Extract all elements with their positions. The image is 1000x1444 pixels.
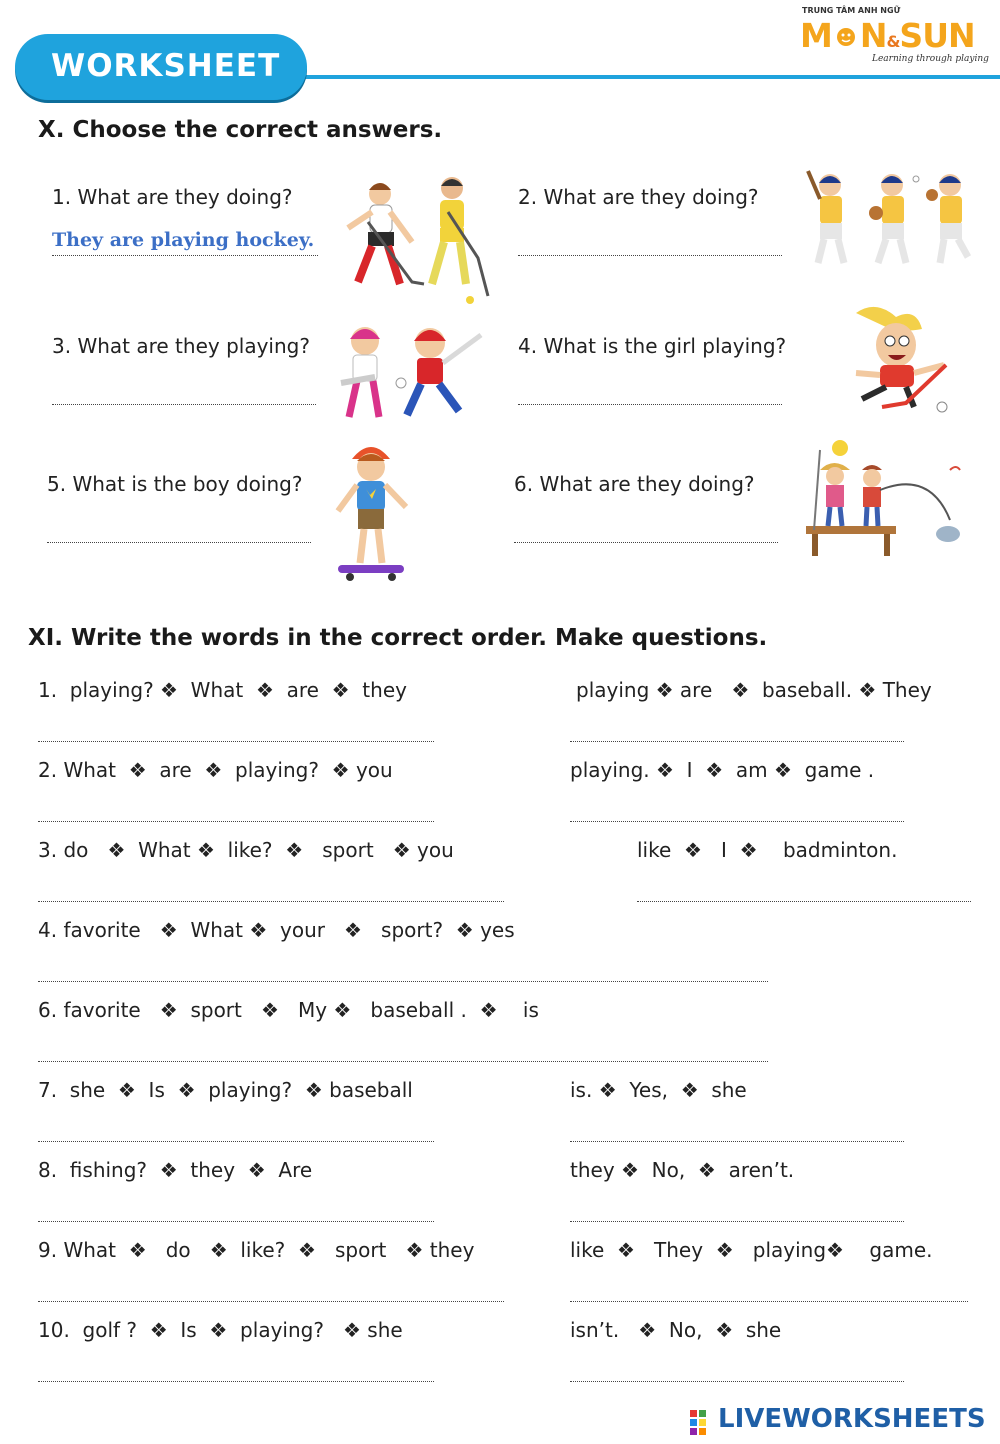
logo-brand — [800, 16, 975, 55]
xi-row-9-left: 9. What ❖ do ❖ like? ❖ sport ❖ they — [38, 1238, 475, 1262]
xi-row-8-right: they ❖ No, ❖ aren’t. — [570, 1158, 795, 1182]
xi-row-10-left: 10. golf ? ❖ Is ❖ playing? ❖ she — [38, 1318, 403, 1342]
header-divider — [300, 75, 1000, 79]
question-3: 3. What are they playing? — [52, 334, 310, 358]
xi-row-10-right: isn’t. ❖ No, ❖ she — [570, 1318, 782, 1342]
xi-row-7-left: 7. she ❖ Is ❖ playing? ❖ baseball — [38, 1078, 413, 1102]
sun-icon — [832, 23, 860, 49]
question-6: 6. What are they doing? — [514, 472, 755, 496]
section-xi-title: XI. Write the words in the correct order. Make questions. — [28, 625, 768, 651]
xi-row-1-right-line[interactable] — [570, 740, 904, 742]
xi-row-2-right-line[interactable] — [570, 820, 904, 822]
xi-row-1-left-line[interactable] — [38, 740, 434, 742]
xi-row-2-right: playing. ❖ I ❖ am ❖ game . — [570, 758, 875, 782]
girl-hockey-picture — [826, 303, 956, 415]
question-4: 4. What is the girl playing? — [518, 334, 787, 358]
xi-row-4-line[interactable] — [38, 980, 768, 982]
logo-square-green — [699, 1410, 706, 1417]
xi-row-3-left-line[interactable] — [38, 900, 504, 902]
question-1: 1. What are they doing? — [52, 185, 293, 209]
xi-row-6-line[interactable] — [38, 1060, 768, 1062]
monsun-logo — [800, 6, 990, 68]
logo-square-yellow — [699, 1419, 706, 1426]
logo-square-red — [690, 1410, 697, 1417]
baseball-players-picture — [800, 165, 975, 267]
question-5: 5. What is the boy doing? — [47, 472, 303, 496]
xi-row-3-left: 3. do ❖ What ❖ like? ❖ sport ❖ you — [38, 838, 454, 862]
logo-square-orange — [699, 1428, 706, 1435]
boy-skateboard-picture — [330, 437, 412, 587]
logo-top-text: TRUNG TÂM ANH NGỮ — [802, 6, 901, 15]
kids-fishing-picture — [800, 430, 970, 560]
xi-row-2-left-line[interactable] — [38, 820, 434, 822]
logo-square-purple — [690, 1428, 697, 1435]
logo-tagline: Learning through playing — [872, 54, 989, 64]
logo-brand-m: M — [800, 16, 832, 55]
question-2: 2. What are they doing? — [518, 185, 759, 209]
answer-1-line[interactable] — [52, 254, 318, 256]
hockey-players-picture — [328, 172, 498, 307]
answer-4-line[interactable] — [518, 403, 782, 405]
xi-row-7-right: is. ❖ Yes, ❖ she — [570, 1078, 747, 1102]
xi-row-9-left-line[interactable] — [38, 1300, 504, 1302]
section-x-title: X. Choose the correct answers. — [38, 117, 443, 143]
xi-row-10-left-line[interactable] — [38, 1380, 434, 1382]
xi-row-7-left-line[interactable] — [38, 1140, 434, 1142]
xi-row-10-right-line[interactable] — [570, 1380, 904, 1382]
answer-3-line[interactable] — [52, 403, 316, 405]
footer-brand: LIVEWORKSHEETS — [718, 1404, 986, 1434]
logo-square-blue — [690, 1419, 697, 1426]
answer-1-text[interactable]: They are playing hockey. — [52, 229, 315, 251]
xi-row-3-right: like ❖ I ❖ badminton. — [637, 838, 898, 862]
xi-row-1-right: playing ❖ are ❖ baseball. ❖ They — [576, 678, 932, 702]
logo-brand-amp: & — [886, 32, 900, 51]
answer-2-line[interactable] — [518, 254, 782, 256]
xi-row-4-left: 4. favorite ❖ What ❖ your ❖ sport? ❖ yes — [38, 918, 515, 942]
answer-6-line[interactable] — [514, 541, 778, 543]
xi-row-6-left: 6. favorite ❖ sport ❖ My ❖ baseball . ❖ is — [38, 998, 539, 1022]
xi-row-8-left: 8. fishing? ❖ they ❖ Are — [38, 1158, 313, 1182]
logo-brand-n: N — [859, 16, 887, 55]
xi-row-3-right-line[interactable] — [637, 900, 971, 902]
xi-row-8-left-line[interactable] — [38, 1220, 434, 1222]
worksheet-banner — [15, 34, 307, 100]
kids-baseball-picture — [335, 317, 485, 427]
xi-row-7-right-line[interactable] — [570, 1140, 904, 1142]
xi-row-9-right-line[interactable] — [570, 1300, 968, 1302]
xi-row-9-right: like ❖ They ❖ playing❖ game. — [570, 1238, 933, 1262]
logo-brand-sun: SUN — [899, 16, 975, 55]
xi-row-1-left: 1. playing? ❖ What ❖ are ❖ they — [38, 678, 407, 702]
answer-5-line[interactable] — [47, 541, 311, 543]
liveworksheets-logo — [690, 1404, 990, 1438]
xi-row-2-left: 2. What ❖ are ❖ playing? ❖ you — [38, 758, 393, 782]
xi-row-8-right-line[interactable] — [570, 1220, 904, 1222]
page-title: WORKSHEET — [51, 48, 281, 84]
